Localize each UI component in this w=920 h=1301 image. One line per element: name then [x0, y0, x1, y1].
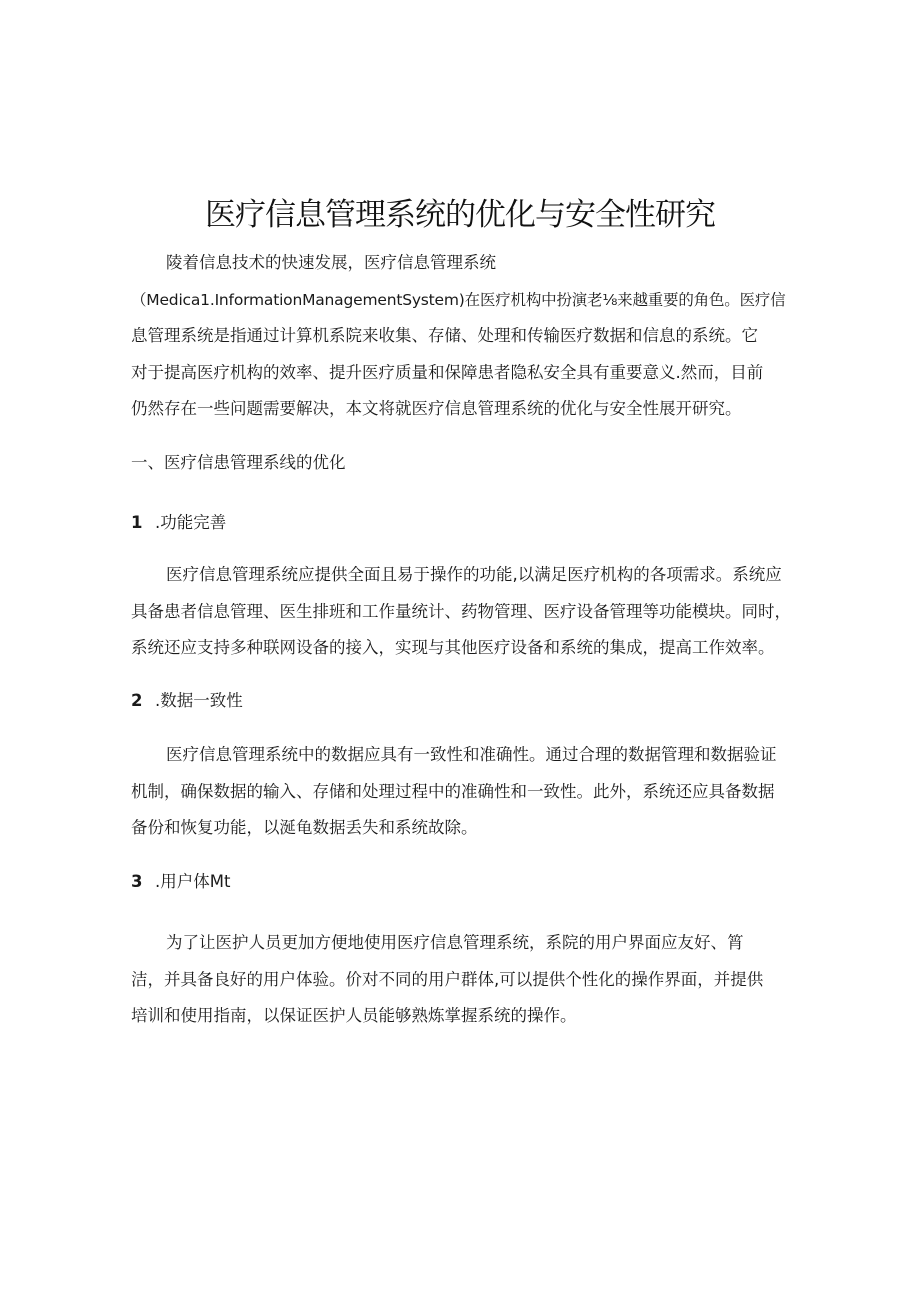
intro-line: 息管理系统是指通过计算机系院来收集、存储、处理和传输医疗数据和信息的系统。它: [131, 326, 758, 345]
paragraph-line: 备份和恢复功能，以涎龟数据丢失和系统故除。: [131, 818, 478, 837]
subheading-text: .数据一致性: [155, 691, 243, 710]
subheading-function: [131, 511, 226, 535]
subheading-number: 1: [131, 513, 143, 532]
paragraph-line: 医疗信息管理系统中的数据应具有一致性和准确性。通过合理的数据管理和数据验证: [166, 745, 777, 764]
consistency-paragraph: [131, 737, 793, 847]
subheading-number: 3: [131, 872, 143, 891]
user-experience-paragraph: [131, 925, 793, 1035]
subheading-consistency: [131, 689, 243, 713]
subheading-number: 2: [131, 691, 143, 710]
document-title: 医疗信息管理系统的优化与安全性研究: [205, 196, 715, 233]
subheading-text: .用户体Mt: [155, 872, 231, 891]
paragraph-line: 培训和使用指南，以保证医护人员能够熟炼掌握系统的操作。: [131, 1006, 577, 1025]
intro-line: （Medica1.InformationManagementSystem)在医疗机构中扮演老⅛来越重要的角色。医疗信: [131, 290, 786, 309]
paragraph-line: 洁，并具备良好的用户体验。价对不同的用户群体,可以提供个性化的操作界面，并提供: [131, 969, 764, 989]
subheading-text: .功能完善: [155, 513, 227, 532]
section-heading-optimization: 一、医疗信患管理系线的优化: [131, 453, 346, 472]
paragraph-line: 为了让医护人员更加方便地使用医疗信息管理系统，系院的用户界面应友好、筲: [166, 933, 744, 952]
intro-line: 对于提高医疗机构的效率、提升医疗质量和保障患者隐私安全具有重要意义.然而，目前: [131, 362, 764, 382]
paragraph-line: 机制，确保数据的输入、存储和处理过程中的准确性和一致性。此外，系统还应具备数据: [131, 781, 775, 801]
paragraph-line: 具备患者信息管理、医生排班和工作量统计、药物管理、医疗设备管理等功能模块。同时，: [131, 601, 791, 621]
intro-line: 陵着信息技术的快速发展，医疗信息管理系统: [166, 253, 496, 272]
paragraph-line: 系统还应支持多种联网设备的接入，实现与其他医疗设备和系统的集成，提高工作效率。: [131, 638, 775, 657]
paragraph-line: 医疗信息管理系统应提供全面且易于操作的功能,以满足医疗机构的各项需求。系统应: [166, 565, 782, 584]
intro-line: 仍然存在一些问题需要解决，本文将就医疗信息管理系统的优化与安全性展开研究。: [131, 399, 742, 418]
subheading-user-experience: [131, 870, 230, 894]
function-paragraph: [131, 557, 793, 667]
intro-paragraph: [131, 245, 793, 428]
